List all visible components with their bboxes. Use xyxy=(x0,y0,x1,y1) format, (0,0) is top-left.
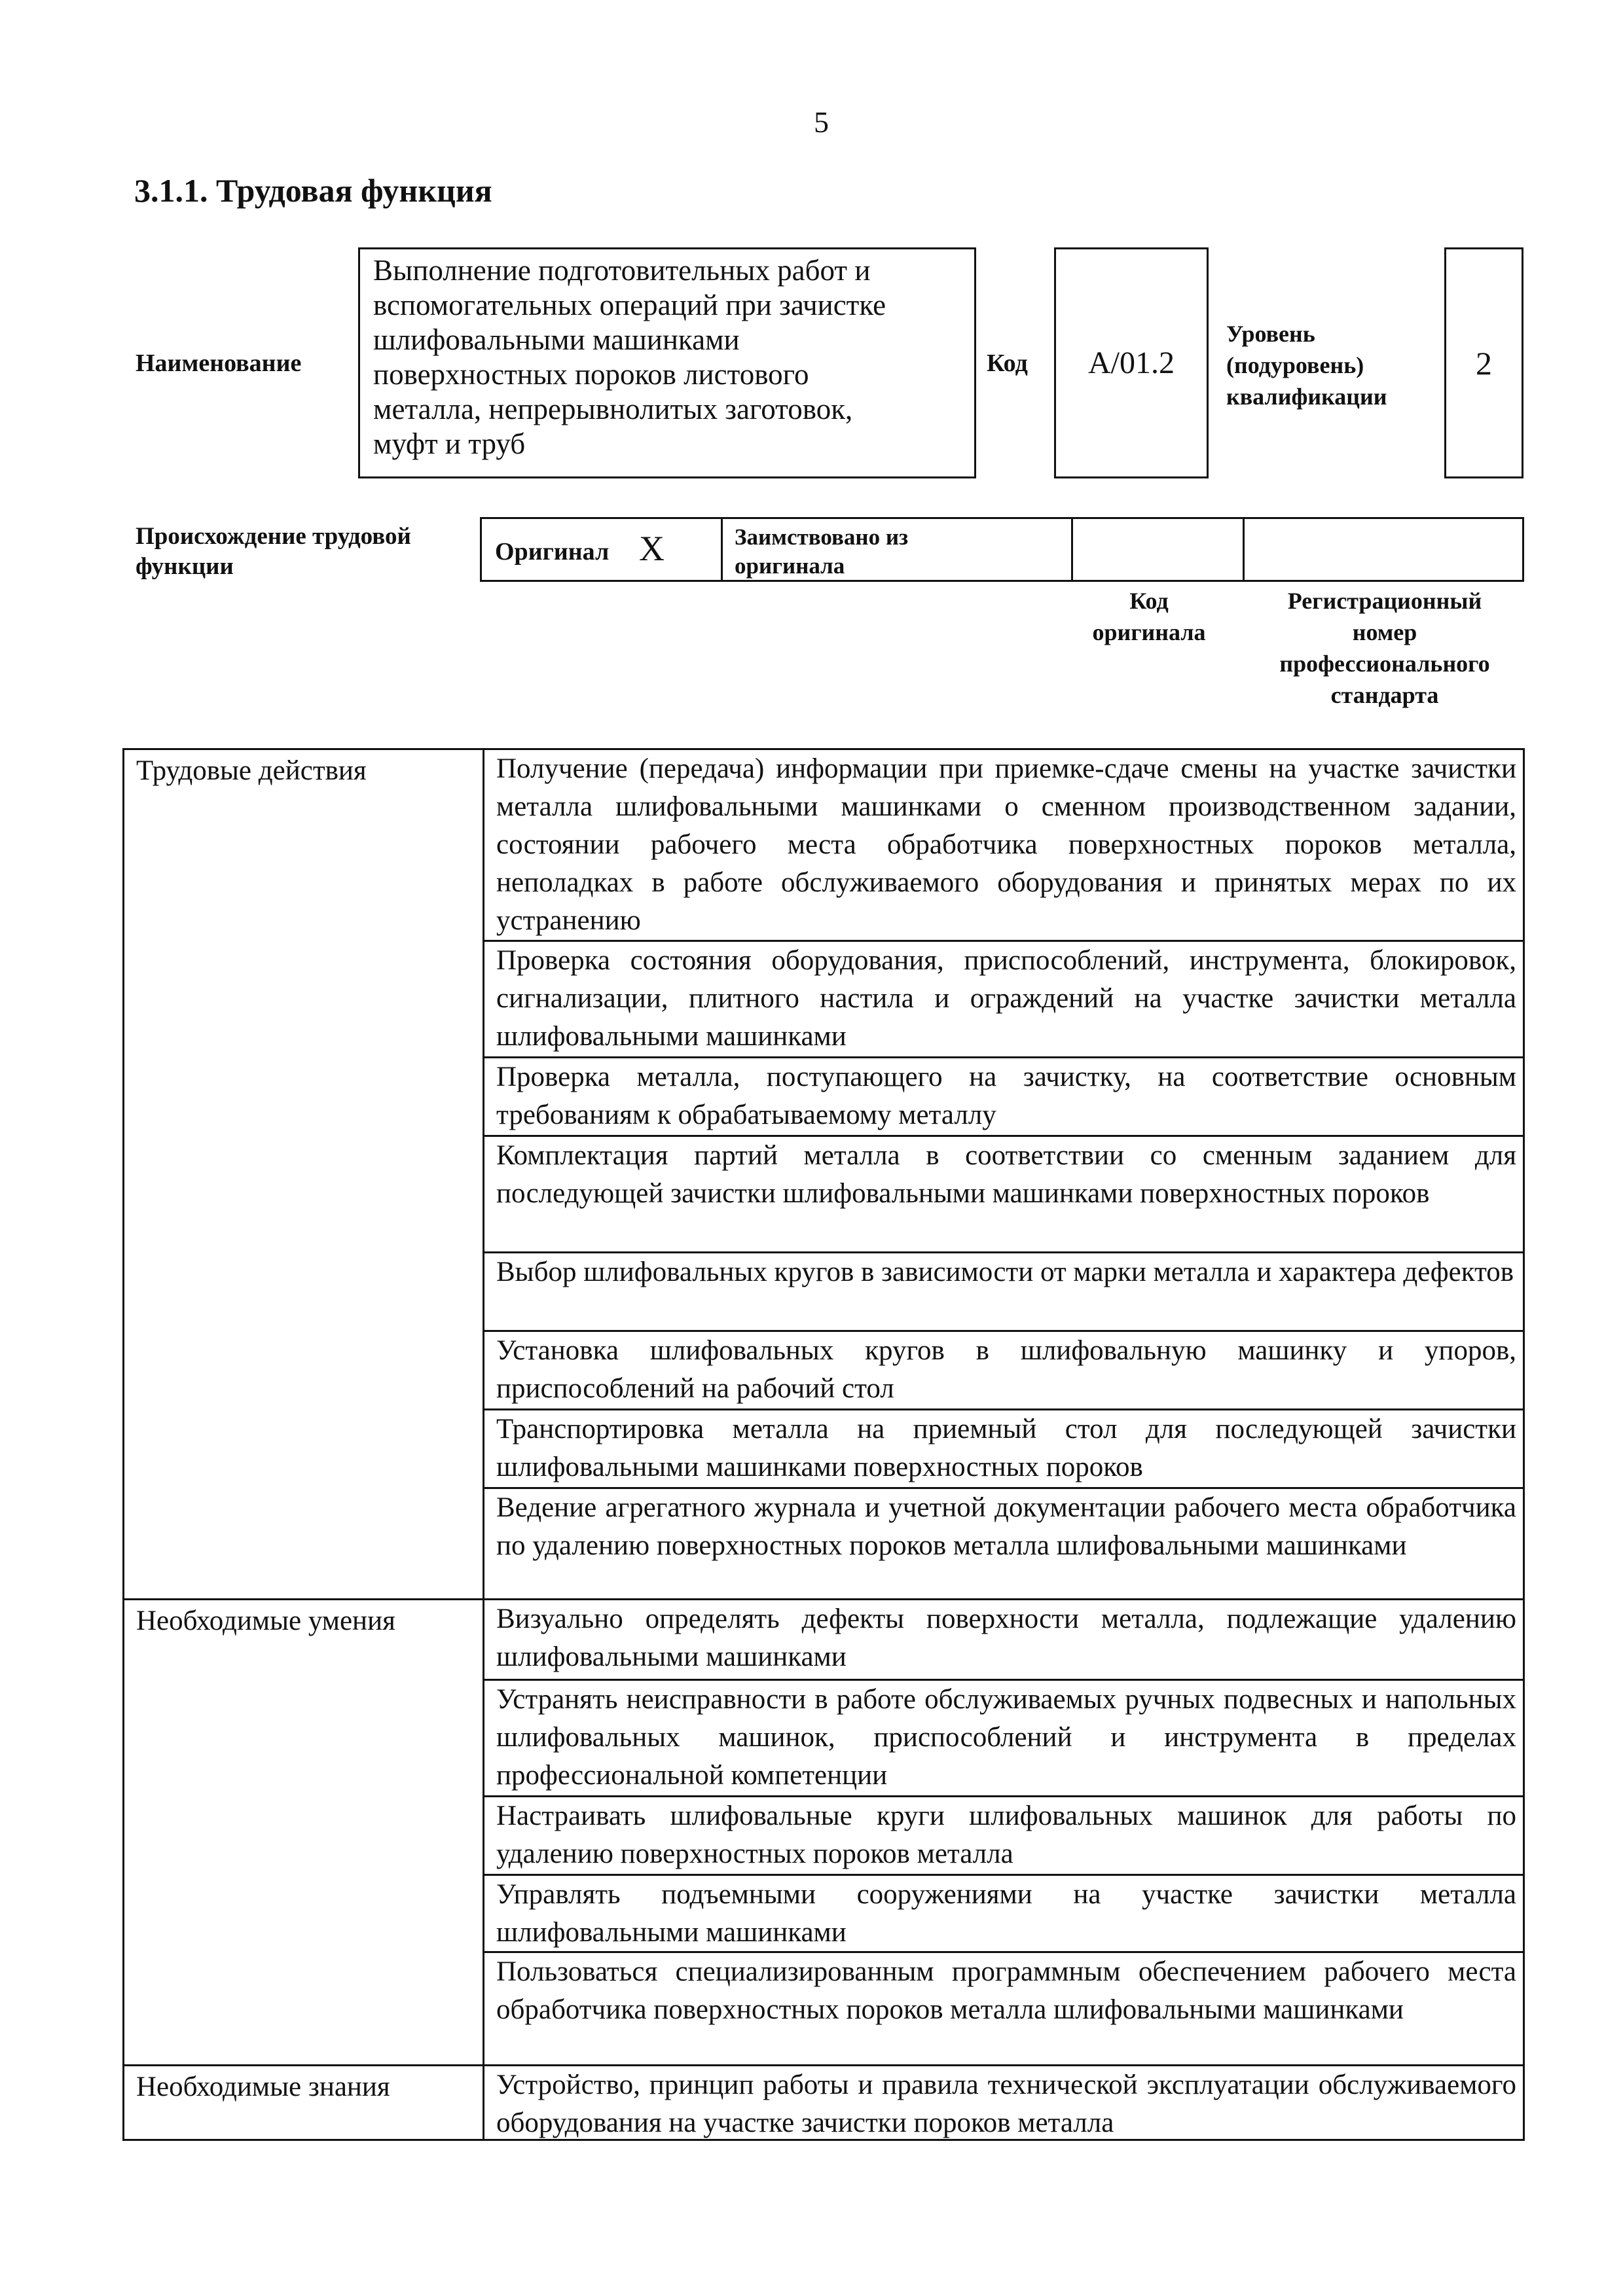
level-label xyxy=(1226,318,1387,412)
table-cell: Транспортировка металла на приемный стол для последующей зачистки шлифовальными машинками поверхностных пороков xyxy=(484,1408,1523,1487)
origin-table xyxy=(480,517,1524,582)
table-cell: Проверка состояния оборудования, приспособлений, инструмента, блокировок, сигнализации, плитного настила и ограждений на участке зачистки металла шлифовальными машинками xyxy=(484,940,1523,1056)
table-cell: Пользоваться специализированным программным обеспечением рабочего места обработчика поверхностных пороков металла шлифовальными машинками xyxy=(484,1951,1523,2066)
function-details-table xyxy=(122,748,1525,2141)
borrowed-label-line: оригинала xyxy=(735,553,845,579)
caption-line: номер xyxy=(1352,619,1417,645)
function-name-line: вспомогательных операций при зачистке xyxy=(373,289,886,321)
origin-label xyxy=(136,522,463,582)
registration-number-caption xyxy=(1244,585,1525,711)
section-labor-actions xyxy=(124,750,1523,1598)
name-label: Наименование xyxy=(136,350,302,377)
function-name-line: поверхностных пороков листового xyxy=(373,358,809,391)
page-number: 5 xyxy=(814,105,829,139)
level-label-line: квалификации xyxy=(1226,384,1387,410)
caption-line: Регистрационный xyxy=(1287,588,1482,614)
level-label-line: Уровень xyxy=(1226,321,1315,347)
table-cell: Выбор шлифовальных кругов в зависимости от марки металла и характера дефектов xyxy=(484,1251,1523,1330)
qualification-level-box xyxy=(1444,247,1523,478)
section-label: Необходимые знания xyxy=(136,2072,390,2102)
section-items xyxy=(483,1600,1523,2064)
caption-line: профессионального xyxy=(1279,651,1490,677)
table-cell: Получение (передача) информации при приемке-сдаче смены на участке зачистки металла шлифовальными машинками о сменном производственном задании, состоянии рабочего места обработчика поверхностных пороков металла, неполадках в работе обслуживаемого оборудования и принятых мерах по их устранению xyxy=(496,753,1516,936)
function-name-line: Выполнение подготовительных работ и xyxy=(373,254,871,287)
table-cell: Комплектация партий металла в соответствии со сменным заданием для последующей зачистки шлифовальными машинками поверхностных пороков xyxy=(484,1135,1523,1251)
caption-line: Код xyxy=(1129,588,1169,614)
level-label-line: (подуровень) xyxy=(1226,352,1364,378)
origin-reg-number-cell xyxy=(1245,519,1522,580)
code-label: Код xyxy=(987,350,1028,377)
section-required-knowledge xyxy=(124,2064,1523,2139)
table-cell: Визуально определять дефекты поверхности металла, подлежащие удалению шлифовальными машинками xyxy=(496,1604,1516,1672)
caption-line: оригинала xyxy=(1092,619,1206,645)
function-code: A/01.2 xyxy=(1088,346,1175,380)
origin-borrowed-cell xyxy=(723,519,1073,580)
table-cell: Настраивать шлифовальные круги шлифовальных машинок для работы по удалению поверхностных пороков металла xyxy=(484,1795,1523,1874)
function-name-line: муфт и труб xyxy=(373,427,526,460)
table-cell: Устройство, принцип работы и правила технической эксплуатации обслуживаемого оборудования на участке зачистки пороков металла xyxy=(496,2070,1516,2138)
function-name-line: шлифовальными машинками xyxy=(373,323,740,356)
section-label: Трудовые действия xyxy=(136,755,367,786)
function-code-box xyxy=(1054,247,1209,478)
table-cell: Установка шлифовальных кругов в шлифовальную машинку и упоров, приспособлений на рабочий стол xyxy=(484,1330,1523,1408)
function-name-line: металла, непрерывнолитых заготовок, xyxy=(373,393,853,425)
table-cell: Ведение агрегатного журнала и учетной документации рабочего места обработчика по удалению поверхностных пороков металла шлифовальными машинками xyxy=(484,1487,1523,1598)
function-name-box xyxy=(358,247,976,478)
section-required-skills xyxy=(124,1598,1523,2064)
caption-line: стандарта xyxy=(1330,682,1439,708)
borrowed-label xyxy=(735,523,908,581)
section-items xyxy=(483,2066,1523,2139)
origin-code-cell xyxy=(1073,519,1245,580)
qualification-level: 2 xyxy=(1476,344,1492,382)
table-cell: Управлять подъемными сооружениями на участке зачистки металла шлифовальными машинками xyxy=(484,1874,1523,1951)
original-code-caption xyxy=(1074,585,1224,648)
origin-label-line: функции xyxy=(136,553,234,580)
section-items xyxy=(483,750,1523,1598)
borrowed-label-line: Заимствовано из xyxy=(735,524,909,550)
section-title: 3.1.1. Трудовая функция xyxy=(134,172,492,209)
original-label: Оригинал xyxy=(495,538,610,565)
section-label: Необходимые умения xyxy=(136,1605,395,1636)
table-cell: Устранять неисправности в работе обслуживаемых ручных подвесных и напольных шлифовальных машинок, приспособлений и инструмента в пределах профессиональной компетенции xyxy=(484,1679,1523,1795)
origin-original-cell xyxy=(482,519,723,580)
origin-label-line: Происхождение трудовой xyxy=(136,523,411,550)
original-mark: X xyxy=(639,529,665,568)
table-cell: Проверка металла, поступающего на зачистку, на соответствие основным требованиям к обрабатываемому металлу xyxy=(484,1056,1523,1135)
